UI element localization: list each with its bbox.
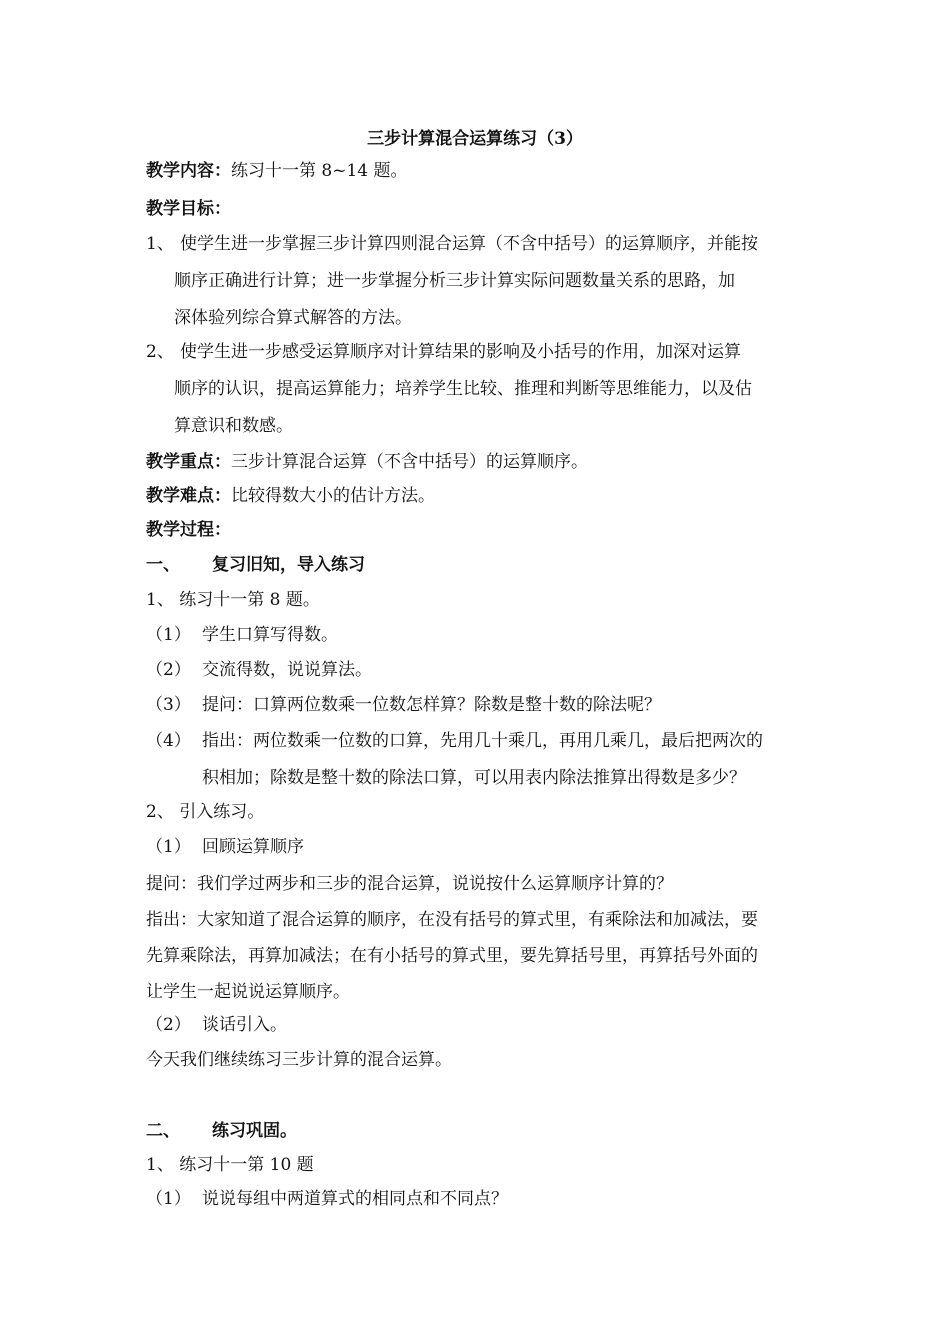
section-2-sub-1 (146, 1188, 508, 1210)
sub-number: （1） (146, 837, 191, 857)
section-2-title: 练习巩固。 (212, 1121, 297, 1141)
document-title: 三步计算混合运算练习（3） (367, 129, 583, 149)
sub-number: （2） (146, 660, 191, 680)
difficulty-text: 比较得数大小的估计方法。 (231, 486, 435, 506)
section-1-item-2-sub-2 (146, 1014, 287, 1036)
section-1-sub-4-continued: 积相加；除数是整十数的除法口算，可以用表内除法推算出得数是多少？ (202, 768, 746, 788)
sub-number: （2） (146, 1015, 191, 1035)
section-1-heading (146, 554, 365, 576)
goal-1-number: 1、 (146, 234, 174, 254)
section-1-sub-3 (146, 694, 661, 716)
section-1-number: 一、 (146, 555, 180, 575)
teaching-key-point (146, 451, 588, 473)
question-line: 提问：我们学过两步和三步的混合运算，说说按什么运算顺序计算的？ (146, 874, 673, 894)
goal-1-line-2: 顺序正确进行计算；进一步掌握分析三步计算实际问题数量关系的思路，加 (174, 271, 735, 291)
goal-2-line-3: 算意识和数感。 (174, 416, 293, 436)
key-label: 教学重点： (146, 452, 231, 472)
section-1-sub-2 (146, 659, 372, 681)
teaching-difficulty (146, 485, 435, 507)
goal-1-line-3: 深体验列综合算式解答的方法。 (174, 308, 412, 328)
goal-1-text: 使学生进一步掌握三步计算四则混合运算（不含中括号）的运算顺序，并能按 (180, 234, 758, 254)
sub-number: （4） (146, 731, 191, 751)
point-line-3: 让学生一起说说运算顺序。 (146, 982, 350, 1002)
sub-text: 谈话引入。 (202, 1015, 287, 1035)
section-1-sub-1 (146, 624, 338, 646)
section-1-item-1: 1、 练习十一第 8 题。 (146, 590, 320, 610)
section-1-item-2-sub-1 (146, 836, 304, 858)
difficulty-label: 教学难点： (146, 486, 231, 506)
section-2-number: 二、 (146, 1121, 180, 1141)
sub-number: （3） (146, 695, 191, 715)
goal-1-line-1 (146, 233, 758, 255)
content-label: 教学内容： (146, 161, 231, 181)
sub-text: 指出：两位数乘一位数的口算，先用几十乘几，再用几乘几，最后把两次的 (202, 731, 763, 751)
point-line-1: 指出：大家知道了混合运算的顺序，在没有括号的算式里，有乘除法和加减法，要 (146, 910, 758, 930)
sub-text: 交流得数，说说算法。 (202, 660, 372, 680)
goal-2-text: 使学生进一步感受运算顺序对计算结果的影响及小括号的作用，加深对运算 (180, 342, 741, 362)
sub-text: 说说每组中两道算式的相同点和不同点？ (202, 1189, 508, 1209)
content-text: 练习十一第 8~14 题。 (231, 161, 408, 181)
sub-text: 回顾运算顺序 (202, 837, 304, 857)
point-line-2: 先算乘除法，再算加减法；在有小括号的算式里，要先算括号里，再算括号外面的 (146, 946, 758, 966)
goal-2-number: 2、 (146, 342, 174, 362)
sub-text: 学生口算写得数。 (202, 625, 338, 645)
goals-label: 教学目标： (146, 199, 231, 219)
section-1-item-2: 2、 引入练习。 (146, 802, 265, 822)
process-label: 教学过程： (146, 520, 231, 540)
sub-number: （1） (146, 625, 191, 645)
section-2-item-1: 1、 练习十一第 10 题 (146, 1155, 314, 1175)
goal-2-line-1 (146, 341, 741, 363)
section-1-title: 复习旧知，导入练习 (212, 555, 365, 575)
teaching-content (146, 160, 408, 182)
goal-2-line-2: 顺序的认识，提高运算能力；培养学生比较、推理和判断等思维能力，以及估 (174, 379, 752, 399)
today-line: 今天我们继续练习三步计算的混合运算。 (146, 1050, 452, 1070)
key-text: 三步计算混合运算（不含中括号）的运算顺序。 (231, 452, 588, 472)
section-1-sub-4 (146, 730, 763, 752)
sub-text: 提问：口算两位数乘一位数怎样算？除数是整十数的除法呢？ (202, 695, 661, 715)
sub-number: （1） (146, 1189, 191, 1209)
section-2-heading (146, 1120, 297, 1142)
